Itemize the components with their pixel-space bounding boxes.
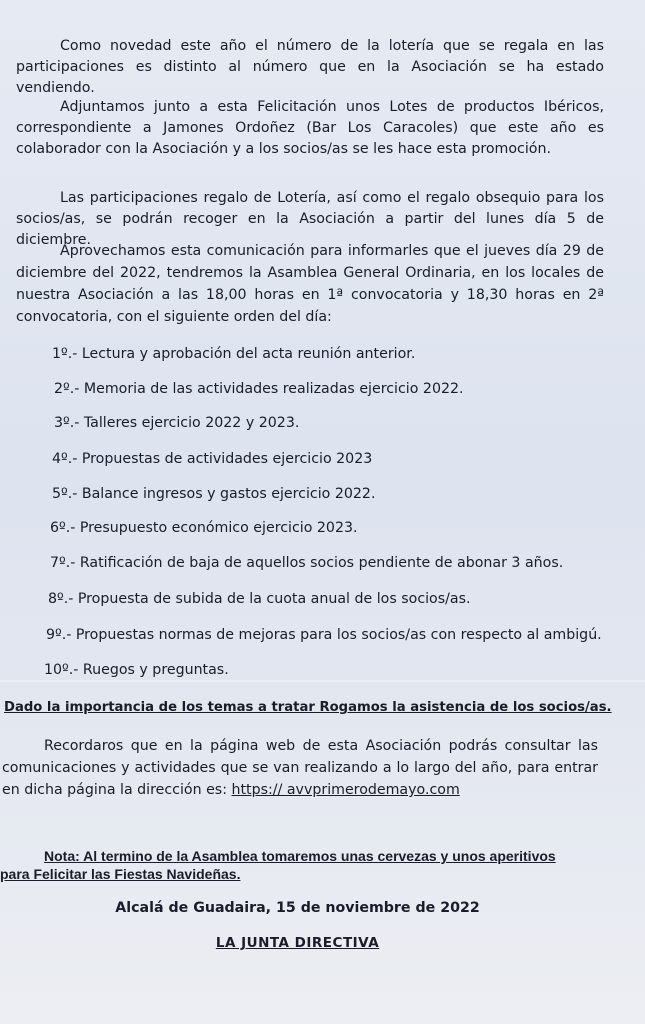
agenda-item: 4º.- Propuestas de actividades ejercicio 2023 — [52, 451, 373, 467]
agenda-item: 6º.- Presupuesto económico ejercicio 2023. — [50, 520, 358, 536]
signature: LA JUNTA DIRECTIVA — [215, 935, 380, 951]
paper-fold — [0, 680, 645, 682]
agenda-item: 2º.- Memoria de las actividades realizadas ejercicio 2022. — [54, 381, 464, 397]
importance-note: Dado la importancia de los temas a tratar Rogamos la asistencia de los socios/as. — [4, 700, 612, 715]
website-link[interactable]: https:// avvprimerodemayo.com — [231, 782, 460, 798]
agenda-item: 10º.- Ruegos y preguntas. — [44, 662, 229, 678]
agenda-item: 8º.- Propuesta de subida de la cuota anual de los socios/as. — [48, 591, 471, 607]
paragraph-assembly: Aprovechamos esta comunicación para informarles que el jueves día 29 de diciembre del 2022, tendremos la Asamblea General Ordinaria, en los locales de nuestra Asociación a las 18,00 horas en 1ª convocatoria y 18,30 horas en 2ª convocatoria, con el siguiente orden del día: — [16, 243, 604, 325]
paragraph-lottery: Como novedad este año el número de la lotería que se regala en las participaciones es distinto al número que en la Asociación se ha estado vendiendo. — [16, 38, 604, 96]
nota-line-2: para Felicitar las Fiestas Navideñas. — [0, 866, 241, 882]
nota-line-1: Nota: Al termino de la Asamblea tomaremos unas cervezas y unos aperitivos — [44, 848, 556, 864]
paragraph-pickup: Las participaciones regalo de Lotería, así como el regalo obsequio para los socios/as, se podrán recoger en la Asociación a partir del lunes día 5 de diciembre. — [16, 190, 604, 248]
agenda-item: 1º.- Lectura y aprobación del acta reunión anterior. — [52, 346, 416, 362]
agenda-item: 7º.- Ratificación de baja de aquellos socios pendiente de abonar 3 años. — [50, 555, 564, 571]
paragraph-iberian-lots: Adjuntamos junto a esta Felicitación unos Lotes de productos Ibéricos, correspondiente a Jamones Ordoñez (Bar Los Caracoles) que este año es colaborador con la Asociación y a los socios/as se les hace esta promoción. — [16, 99, 604, 157]
agenda-item: 9º.- Propuestas normas de mejoras para los socios/as con respecto al ambigú. — [46, 627, 602, 643]
place-date: Alcalá de Guadaira, 15 de noviembre de 2022 — [115, 900, 480, 916]
agenda-item: 5º.- Balance ingresos y gastos ejercicio 2022. — [52, 486, 376, 502]
paragraph-website: Recordaros que en la página web de esta Asociación podrás consultar las comunicaciones y actividades que se van realizando a lo largo del año, para entrar en dicha página la dirección es: https:// avvprimerodemayo.com — [2, 738, 598, 798]
agenda-item: 3º.- Talleres ejercicio 2022 y 2023. — [54, 415, 300, 431]
